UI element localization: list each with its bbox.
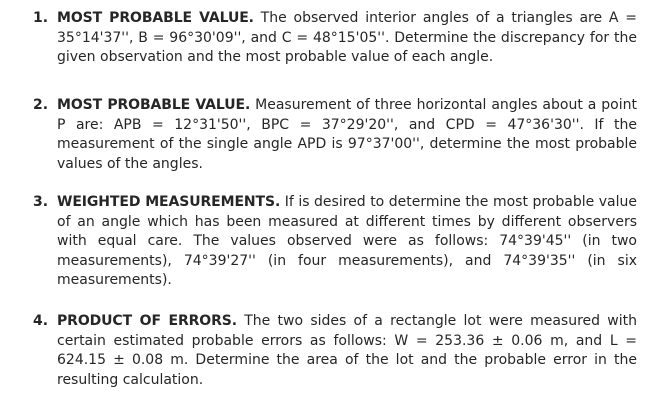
problem-title: WEIGHTED MEASUREMENTS. (57, 194, 281, 210)
problem-number: 1. (33, 10, 49, 26)
problem-text (57, 312, 637, 390)
problem-body: Measurement of three horizontal angles about a point P are: APB = 12°31'50'', BPC = 37°29'20'', and CPD = 47°36'30''. If the measurement of the single angle APD is 97°37'00'', determine the most probable values of the angles. (57, 97, 637, 172)
problem-title: MOST PROBABLE VALUE. (57, 97, 251, 113)
problem-text (57, 96, 637, 174)
problem-number: 3. (33, 194, 49, 210)
problem-number: 4. (33, 313, 49, 329)
problem-title: MOST PROBABLE VALUE. (57, 10, 254, 26)
problem-title: PRODUCT OF ERRORS. (57, 313, 237, 329)
problem-body: If is desired to determine the most probable value of an angle which has been measured at different times by different observers with equal care. The values observed were as follows: 74°39'45'' (in two measurements), 74°39'27'' (in four measurements), and 74°39'35'' (in six measurements). (57, 194, 637, 288)
problem-body: The two sides of a rectangle lot were measured with certain estimated probable errors as follows: W = 253.36 ± 0.06 m, and L = 624.15 ± 0.08 m. Determine the area of the lot and the probable error in the resulting calculation. (57, 313, 637, 388)
problem-body: The observed interior angles of a triangles are A = 35°14'37'', B = 96°30'09'', and C = 48°15'05''. Determine the discrepancy for the given observation and the most probable value of each angle. (57, 10, 637, 65)
problem-text (57, 193, 637, 291)
problem-number: 2. (33, 97, 49, 113)
problem-text (57, 9, 637, 68)
